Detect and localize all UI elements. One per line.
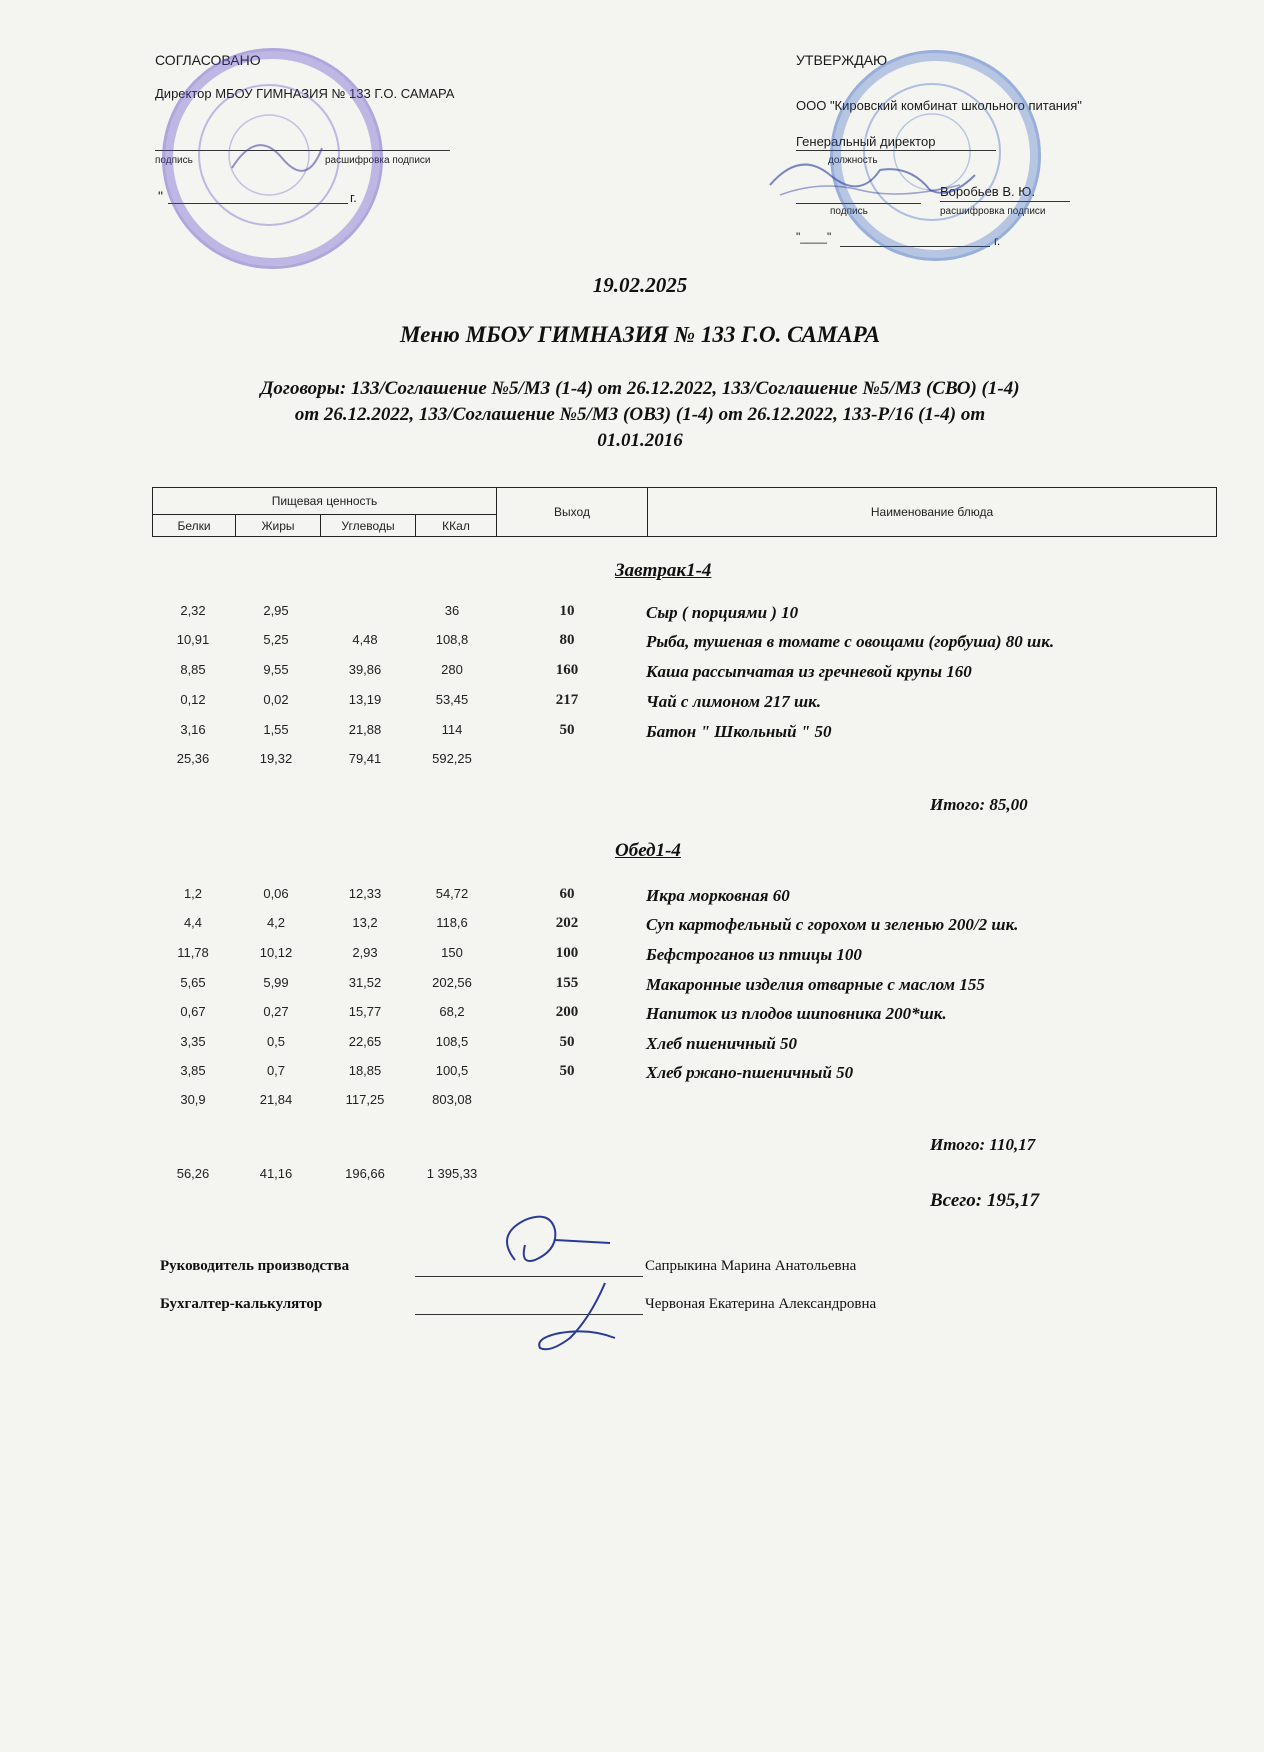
proteins-cell: 0,12 xyxy=(180,692,206,707)
dish-name: Бефстроганов из птицы 100 xyxy=(646,945,862,964)
carbs-cell: 4,48 xyxy=(352,632,378,647)
lunch-title: Обед1-4 xyxy=(615,840,681,861)
dish-name: Хлеб ржано-пшеничный 50 xyxy=(646,1063,854,1082)
fats-cell: 5,99 xyxy=(263,975,289,990)
carbs-cell: 22,65 xyxy=(348,1034,382,1049)
proteins-sum: 30,9 xyxy=(180,1092,206,1107)
carbs-grand: 196,66 xyxy=(345,1166,385,1181)
kcal-cell: 118,6 xyxy=(436,915,468,930)
proteins-cell: 11,78 xyxy=(177,945,209,960)
fats-sum: 19,32 xyxy=(259,751,293,766)
dish-name: Сыр ( порциями ) 10 xyxy=(646,603,799,622)
output-cell: 200 xyxy=(555,1004,579,1020)
carbs-cell: 18,85 xyxy=(348,1063,382,1078)
production-signature xyxy=(480,1205,620,1280)
table-row xyxy=(0,722,1264,748)
agreed-label: СОГЛАСОВАНО xyxy=(155,52,261,68)
fats-cell: 9,55 xyxy=(263,662,289,677)
contracts-line-1: Договоры: 133/Соглашение №5/МЗ (1-4) от 26.12.2022, 133/Соглашение №5/МЗ (СВО) (1-4) xyxy=(260,378,1020,399)
output-cell: 10 xyxy=(559,603,575,619)
kcal-cell: 114 xyxy=(441,722,463,737)
fats-cell: 2,95 xyxy=(263,603,289,618)
kcal-sum: 803,08 xyxy=(432,1092,472,1107)
organization-stamp xyxy=(162,48,383,269)
contracts-line-2: от 26.12.2022, 133/Соглашение №5/МЗ (ОВЗ) (1-4) от 26.12.2022, 133-Р/16 (1-4) от xyxy=(294,404,986,425)
decode-caption: расшифровка подписи xyxy=(325,155,431,166)
proteins-cell: 3,16 xyxy=(180,722,206,737)
table-row xyxy=(0,945,1264,971)
proteins-cell: 3,85 xyxy=(180,1063,206,1078)
carbs-cell: 13,2 xyxy=(352,915,378,930)
right-date-prefix: "____" xyxy=(796,230,832,244)
dish-name: Чай с лимоном 217 шк. xyxy=(646,692,822,711)
table-row xyxy=(0,662,1264,688)
fats-sum: 21,84 xyxy=(259,1092,293,1107)
kcal-cell: 53,45 xyxy=(435,692,469,707)
proteins-header: Белки xyxy=(153,515,236,537)
dish-name: Рыба, тушеная в томате с овощами (горбуша) 80 шк. xyxy=(646,632,1055,651)
right-decode-caption: расшифровка подписи xyxy=(940,206,1046,217)
table-row xyxy=(0,603,1264,629)
dish-name-header: Наименование блюда xyxy=(648,488,1217,537)
proteins-cell: 5,65 xyxy=(180,975,206,990)
output-cell: 160 xyxy=(555,662,579,678)
carbs-cell: 39,86 xyxy=(348,662,382,677)
fats-grand: 41,16 xyxy=(259,1166,293,1181)
accountant-signature xyxy=(520,1278,630,1358)
right-date-year: г. xyxy=(994,234,1001,248)
kcal-cell: 54,72 xyxy=(435,886,469,901)
breakfast-total: Итого: 85,00 xyxy=(930,795,1028,814)
proteins-cell: 0,67 xyxy=(180,1004,206,1019)
output-cell: 155 xyxy=(555,975,579,991)
approve-label: УТВЕРЖДАЮ xyxy=(796,52,888,68)
production-name: Сапрыкина Марина Анатольевна xyxy=(645,1258,857,1274)
fats-header: Жиры xyxy=(236,515,321,537)
subtotal-row xyxy=(0,751,1264,777)
grand-total-row xyxy=(0,1166,1264,1192)
table-row xyxy=(0,1063,1264,1089)
subtotal-row xyxy=(0,1092,1264,1118)
nutrition-header: Пищевая ценность xyxy=(153,488,497,515)
proteins-cell: 8,85 xyxy=(180,662,206,677)
carbs-cell: 2,93 xyxy=(352,945,378,960)
output-cell: 80 xyxy=(559,632,575,648)
table-row xyxy=(0,1034,1264,1060)
production-label: Руководитель производства xyxy=(160,1258,350,1274)
dish-name: Икра морковная 60 xyxy=(646,886,790,905)
dish-name: Хлеб пшеничный 50 xyxy=(646,1034,798,1053)
menu-table-header xyxy=(152,487,1217,537)
director-line: Директор МБОУ ГИМНАЗИЯ № 133 Г.О. САМАРА xyxy=(155,86,455,101)
carbs-sum: 117,25 xyxy=(345,1092,385,1107)
kcal-header: ККал xyxy=(416,515,497,537)
proteins-grand: 56,26 xyxy=(176,1166,210,1181)
kcal-cell: 202,56 xyxy=(432,975,472,990)
fats-cell: 5,25 xyxy=(263,632,289,647)
table-row xyxy=(0,886,1264,912)
menu-date: 19.02.2025 xyxy=(592,273,688,297)
date-quote: " xyxy=(158,188,163,204)
menu-title: Меню МБОУ ГИМНАЗИЯ № 133 Г.О. САМАРА xyxy=(399,322,881,347)
right-sign-caption: подпись xyxy=(830,206,868,217)
stamp-ring-icon xyxy=(162,48,377,263)
date-year: г. xyxy=(350,190,357,205)
kcal-cell: 36 xyxy=(444,603,460,618)
carbs-cell: 31,52 xyxy=(348,975,382,990)
kcal-cell: 68,2 xyxy=(439,1004,465,1019)
accountant-label: Бухгалтер-калькулятор xyxy=(160,1296,323,1312)
fats-cell: 10,12 xyxy=(259,945,293,960)
company-name: ООО "Кировский комбинат школьного питания" xyxy=(796,98,1082,113)
contracts-line-3: 01.01.2016 xyxy=(597,430,683,451)
table-row xyxy=(0,692,1264,718)
carbs-cell: 21,88 xyxy=(348,722,382,737)
kcal-cell: 280 xyxy=(441,662,463,677)
output-cell: 100 xyxy=(555,945,579,961)
fats-cell: 0,06 xyxy=(263,886,289,901)
table-row xyxy=(0,915,1264,941)
table-row xyxy=(0,975,1264,1001)
director-signature xyxy=(760,145,990,215)
output-cell: 217 xyxy=(555,692,579,708)
dish-name: Макаронные изделия отварные с маслом 155 xyxy=(646,975,985,994)
accountant-name: Червоная Екатерина Александровна xyxy=(645,1296,877,1312)
position-name: Генеральный директор xyxy=(796,134,936,149)
kcal-cell: 108,5 xyxy=(435,1034,469,1049)
kcal-cell: 108,8 xyxy=(435,632,469,647)
proteins-cell: 1,2 xyxy=(183,886,203,901)
output-cell: 50 xyxy=(559,1034,575,1050)
carbs-sum: 79,41 xyxy=(348,751,382,766)
fats-cell: 0,27 xyxy=(263,1004,289,1019)
table-row xyxy=(0,1004,1264,1030)
output-cell: 50 xyxy=(559,722,575,738)
proteins-sum: 25,36 xyxy=(176,751,210,766)
output-cell: 202 xyxy=(555,915,579,931)
grand-total: Всего: 195,17 xyxy=(930,1190,1040,1211)
proteins-cell: 2,32 xyxy=(180,603,206,618)
breakfast-title: Завтрак1-4 xyxy=(615,560,712,581)
kcal-sum: 592,25 xyxy=(432,751,472,766)
carbs-cell: 12,33 xyxy=(348,886,382,901)
dish-name: Суп картофельный с горохом и зеленью 200/2 шк. xyxy=(646,915,1019,934)
sign-caption: подпись xyxy=(155,155,193,166)
carbs-cell: 13,19 xyxy=(348,692,382,707)
fats-cell: 0,7 xyxy=(266,1063,286,1078)
lunch-total: Итого: 110,17 xyxy=(930,1135,1036,1154)
fats-cell: 0,5 xyxy=(266,1034,286,1049)
output-cell: 60 xyxy=(559,886,575,902)
dish-name: Каша рассыпчатая из гречневой крупы 160 xyxy=(646,662,972,681)
proteins-cell: 10,91 xyxy=(176,632,210,647)
table-row xyxy=(0,632,1264,658)
carbs-cell: 15,77 xyxy=(348,1004,382,1019)
fats-cell: 0,02 xyxy=(263,692,289,707)
kcal-cell: 100,5 xyxy=(435,1063,469,1078)
director-name: Воробьев В. Ю. xyxy=(940,184,1035,199)
position-caption: должность xyxy=(828,155,878,166)
kcal-grand: 1 395,33 xyxy=(426,1166,478,1181)
fats-cell: 4,2 xyxy=(266,915,286,930)
carbs-header: Углеводы xyxy=(321,515,416,537)
dish-name: Напиток из плодов шиповника 200*шк. xyxy=(646,1004,947,1023)
proteins-cell: 4,4 xyxy=(183,915,203,930)
output-cell: 50 xyxy=(559,1063,575,1079)
kcal-cell: 150 xyxy=(441,945,463,960)
dish-name: Батон " Школьный " 50 xyxy=(646,722,832,741)
proteins-cell: 3,35 xyxy=(180,1034,206,1049)
output-header: Выход xyxy=(497,488,648,537)
fats-cell: 1,55 xyxy=(263,722,289,737)
